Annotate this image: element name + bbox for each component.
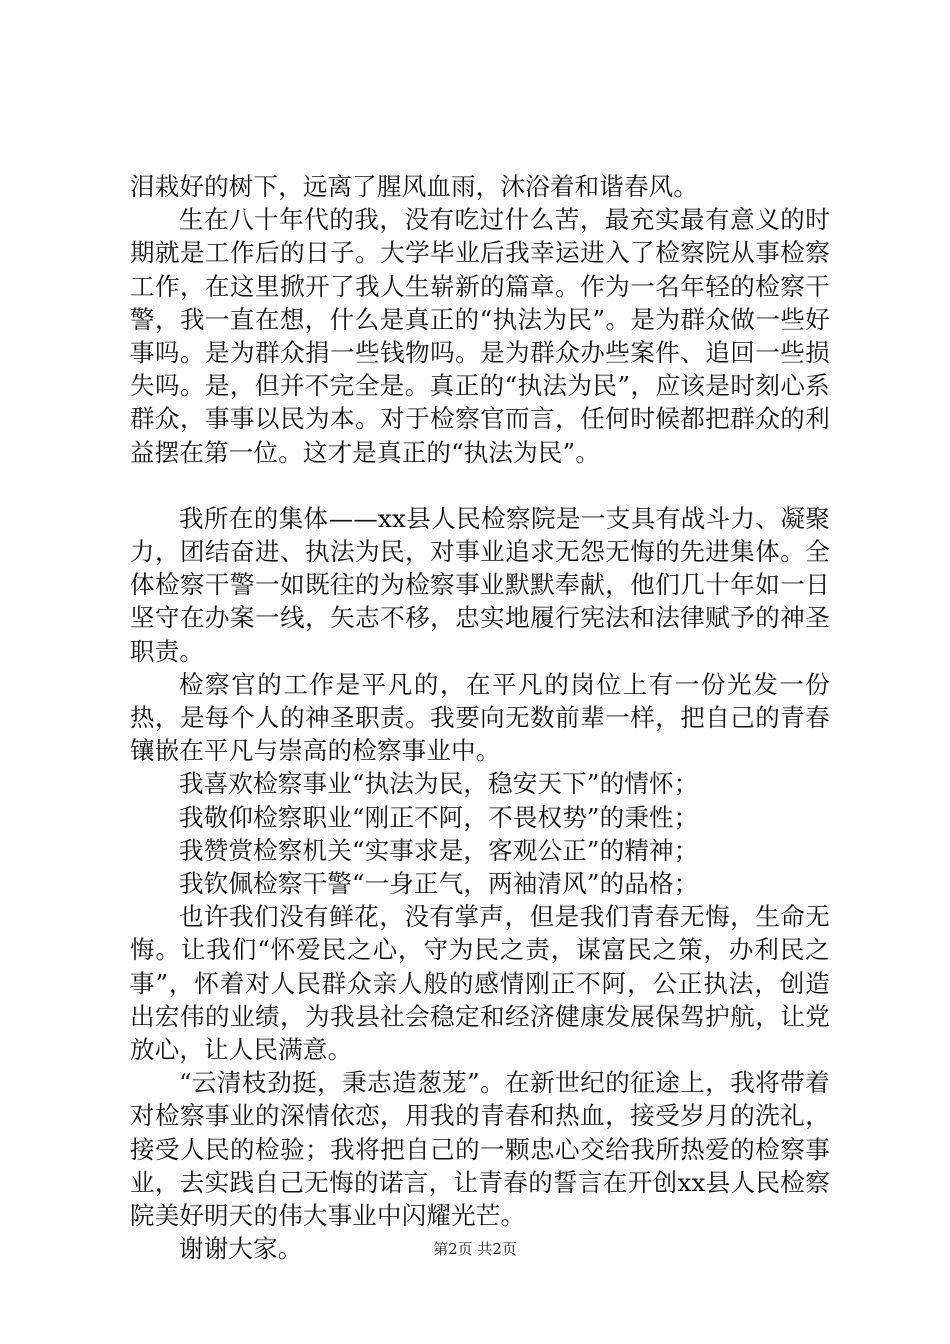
- paragraph: 我所在的集体——xx县人民检察院是一支具有战斗力、凝聚力，团结奋进、执法为民，对事业追求无怨无悔的先进集体。全体检察干警一如既往的为检察事业默默奉献，他们几十年如一日坚守在办案一线，矢志不移，忠实地履行宪法和法律赋予的神圣职责。: [130, 503, 830, 666]
- paragraph: 我敬仰检察职业“刚正不阿，不畏权势”的秉性；: [179, 802, 699, 832]
- paragraph-continuation: 泪栽好的树下，远离了腥风血雨，沐浴着和谐春风。: [130, 172, 699, 201]
- paragraph: 我钦佩检察干警“一身正气，两袖清风”的品格；: [179, 869, 699, 899]
- paragraph: 我赞赏检察机关“实事求是，客观公正”的精神；: [179, 835, 699, 865]
- paragraph: 检察官的工作是平凡的，在平凡的岗位上有一份光发一份热，是每个人的神圣职责。我要向无数前辈一样，把自己的青春镶嵌在平凡与崇高的检察事业中。: [130, 669, 830, 766]
- paragraph: 生在八十年代的我，没有吃过什么苦，最充实最有意义的时期就是工作后的日子。大学毕业后我幸运进入了检察院从事检察工作，在这里掀开了我人生崭新的篇章。作为一名年轻的检察干警，我一直在想，什么是真正的“执法为民”。是为群众做一些好事吗。是为群众捐一些钱物吗。是为群众办些案件、追回一些损失吗。是，但并不完全是。真正的“执法为民”，应该是时刻心系群众，事事以民为本。对于检察官而言，任何时候都把群众的利益摆在第一位。这才是真正的“执法为民”。: [130, 205, 830, 467]
- paragraph: 也许我们没有鲜花，没有掌声，但是我们青春无悔，生命无悔。让我们“怀爱民之心，守为民之责，谋富民之策，办利民之事”，怀着对人民群众亲人般的感情刚正不阿，公正执法，创造出宏伟的业绩，为我县社会稳定和经济健康发展保驾护航，让党放心，让人民满意。: [130, 902, 830, 1065]
- paragraph: 谢谢大家。: [179, 1234, 303, 1264]
- paragraph-gap: [130, 469, 830, 502]
- page-number-label: 第2页 共2页: [433, 1240, 517, 1258]
- page-footer: [0, 1239, 950, 1259]
- paragraph: “云清枝劲挺，秉志造葱茏”。在新世纪的征途上，我将带着对检察事业的深情依恋，用我的青春和热血，接受岁月的洗礼，接受人民的检验；我将把自己的一颗忠心交给我所热爱的检察事业，去实践自己无悔的诺言，让青春的誓言在开创xx县人民检察院美好明天的伟大事业中闪耀光芒。: [130, 1068, 830, 1231]
- paragraph: 我喜欢检察事业“执法为民，稳安天下”的情怀；: [179, 769, 699, 799]
- document-body: [130, 170, 830, 1266]
